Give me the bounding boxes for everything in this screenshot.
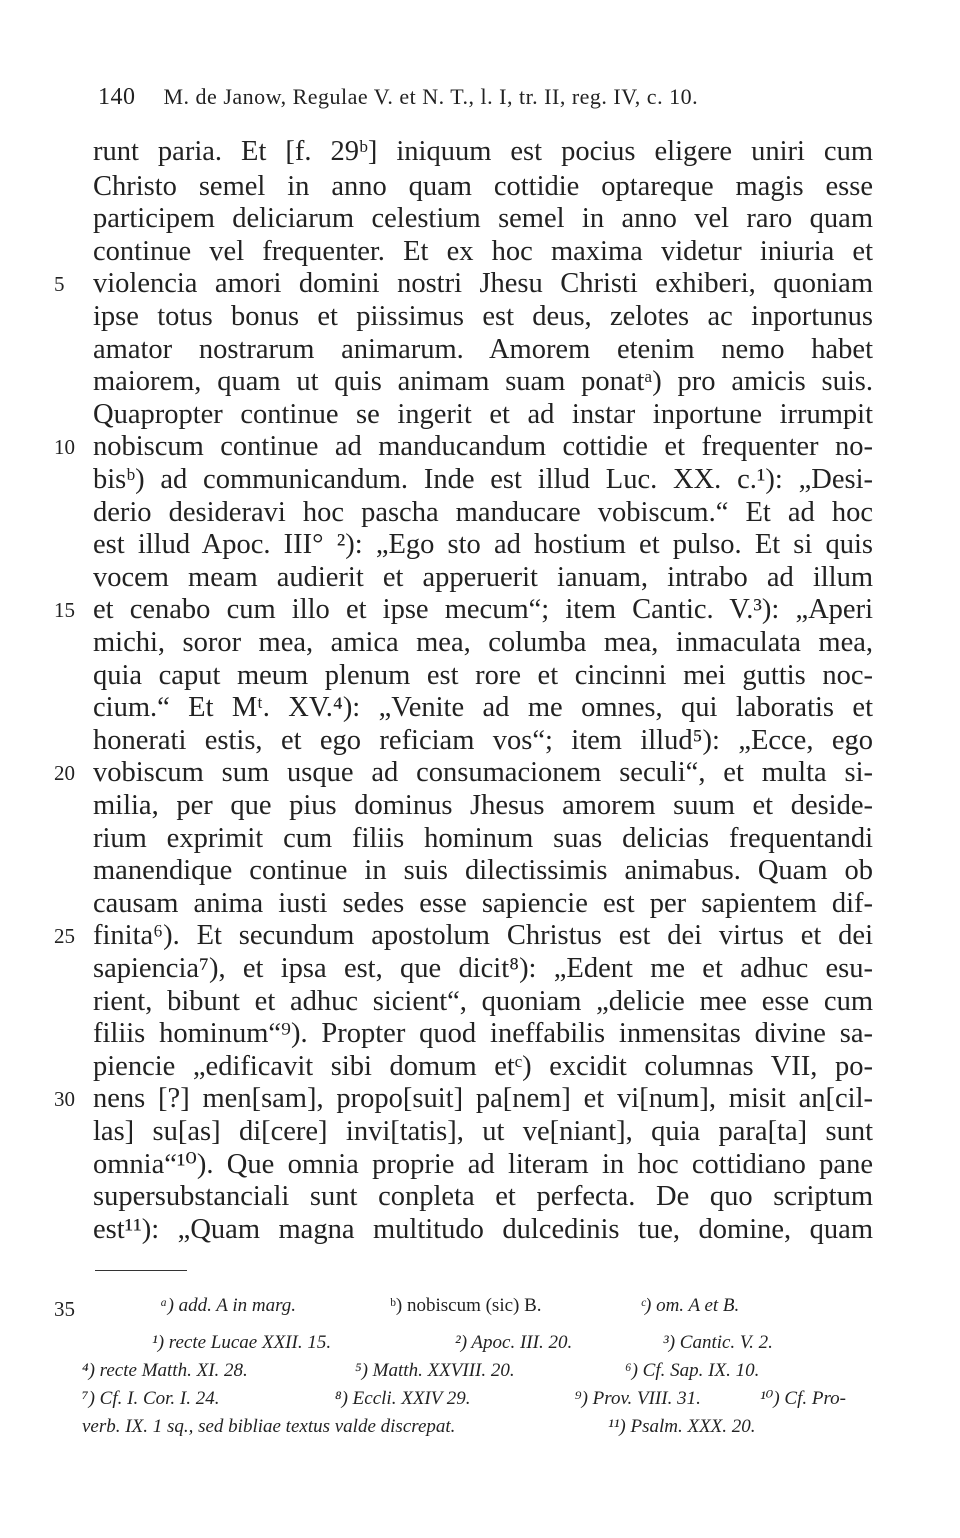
text-line: rient, bibunt et adhuc sicient“, quoniam „delicie mee esse cum: [93, 986, 873, 1017]
text-line: milia, per que pius dominus Jhesus amorem suum et deside-: [93, 790, 873, 821]
text-line: est¹¹): „Quam magna multitudo dulcedinis tue, domine, quam: [93, 1214, 873, 1245]
text-line: vobiscum sum usque ad consumacionem seculi“, et multa si-: [93, 757, 873, 788]
text-line: sapiencia⁷), et ipsa est, que dicit⁸): „Edent me et adhuc esu-: [93, 953, 873, 984]
text-line: causam anima iusti sedes esse sapiencie est per sapientem dif-: [93, 888, 873, 919]
footnote-7: ⁷) Cf. I. Cor. I. 24.: [82, 1388, 220, 1409]
text-line: maiorem, quam ut quis animam suam ponatᵃ) pro amicis suis.: [93, 366, 873, 397]
text-line: quia caput meum plenum est rore et cincinni mei guttis noc-: [93, 660, 873, 691]
line-number: 20: [54, 761, 75, 785]
text-line: continue vel frequenter. Et ex hoc maxima videtur iniuria et: [93, 236, 873, 267]
text-line: amator nostrarum animarum. Amorem etenim nemo habet: [93, 334, 873, 365]
footnote-8: ⁸) Eccli. XXIV 29.: [335, 1388, 471, 1409]
footnote-9: ⁹) Prov. VIII. 31.: [575, 1388, 701, 1409]
line-number: 5: [54, 272, 65, 296]
footnote-rule: [95, 1270, 187, 1271]
text-line: et cenabo cum illo et ipse mecum“; item Cantic. V.³): „Aperi: [93, 594, 873, 625]
footnote-3: ³) Cantic. V. 2.: [663, 1332, 773, 1353]
text-line: nobiscum continue ad manducandum cottidie et frequenter no-: [93, 431, 873, 462]
text-line: michi, soror mea, amica mea, columba mea, inmaculata mea,: [93, 627, 873, 658]
footnote-b: ᵇ) nobiscum (sic) B.: [390, 1295, 542, 1316]
footnote-a: ᵃ) add. A in marg.: [160, 1295, 297, 1316]
running-title: M. de Janow, Regulae V. et N. T., l. I, tr. II, reg. IV, c. 10.: [163, 84, 699, 109]
footnote-10-continued: verb. IX. 1 sq., sed bibliae textus valde discrepat.: [82, 1416, 456, 1437]
text-line: las] su[as] di[cere] invi[tatis], ut ve[niant], quia para[ta] sunt: [93, 1116, 873, 1147]
text-line: Quapropter continue se ingerit et ad instar inportune irrumpit: [93, 399, 873, 430]
line-number: 35: [54, 1297, 75, 1321]
footnote-11: ¹¹) Psalm. XXX. 20.: [608, 1416, 756, 1437]
text-line: est illud Apoc. III° ²): „Ego sto ad hostium et pulso. Et si quis: [93, 529, 873, 560]
text-line: rium exprimit cum filiis hominum suas delicias frequentandi: [93, 823, 873, 854]
text-line: Christo semel in anno quam cottidie optareque magis esse: [93, 171, 873, 202]
text-line: violencia amori domini nostri Jhesu Christi exhiberi, quoniam: [93, 268, 873, 299]
line-number: 15: [54, 598, 75, 622]
text-line: derio desideravi hoc pascha manducare vobiscum.“ Et ad hoc: [93, 497, 873, 528]
line-number: 25: [54, 924, 75, 948]
footnote-5: ⁵) Matth. XXVIII. 20.: [355, 1360, 515, 1381]
page-number: 140: [98, 84, 136, 110]
line-number: 30: [54, 1087, 75, 1111]
running-header: [98, 84, 698, 111]
line-number: 10: [54, 435, 75, 459]
text-line: nens [?] men[sam], propo[suit] pa[nem] et vi[num], misit an[cil-: [93, 1083, 873, 1114]
footnote-1: ¹) recte Lucae XXII. 15.: [152, 1332, 332, 1353]
text-line: runt paria. Et [f. 29ᵇ] iniquum est pocius eligere uniri cum: [93, 136, 873, 167]
text-line: manendique continue in suis dilectissimis animabus. Quam ob: [93, 855, 873, 886]
text-line: filiis hominum“⁹). Propter quod ineffabilis inmensitas divine sa-: [93, 1018, 873, 1049]
footnote-2: ²) Apoc. III. 20.: [455, 1332, 573, 1353]
text-line: vocem meam audierit et apperuerit ianuam, intrabo ad illum: [93, 562, 873, 593]
text-line: ipse totus bonus et piissimus est deus, zelotes ac inportunus: [93, 301, 873, 332]
text-line: supersubstanciali sunt conpleta et perfecta. De quo scriptum: [93, 1181, 873, 1212]
footnote-4: ⁴) recte Matth. XI. 28.: [82, 1360, 248, 1381]
text-line: participem deliciarum celestium semel in anno vel raro quam: [93, 203, 873, 234]
text-line: finita⁶). Et secundum apostolum Christus est dei virtus et dei: [93, 920, 873, 951]
text-line: honerati estis, et ego reficiam vos“; item illud⁵): „Ecce, ego: [93, 725, 873, 756]
text-line: bisᵇ) ad communicandum. Inde est illud Luc. XX. c.¹): „Desi-: [93, 464, 873, 495]
text-line: piencie „edificavit sibi domum etᶜ) excidit columnas VII, po-: [93, 1051, 873, 1082]
text-line: cium.“ Et Mᵗ. XV.⁴): „Venite ad me omnes, qui laboratis et: [93, 692, 873, 723]
footnote-c: ᶜ) om. A et B.: [640, 1295, 740, 1316]
text-line: omnia“¹⁰). Que omnia proprie ad literam in hoc cottidiano pane: [93, 1149, 873, 1180]
footnote-6: ⁶) Cf. Sap. IX. 10.: [625, 1360, 760, 1381]
footnote-10: ¹⁰) Cf. Pro-: [760, 1388, 846, 1409]
